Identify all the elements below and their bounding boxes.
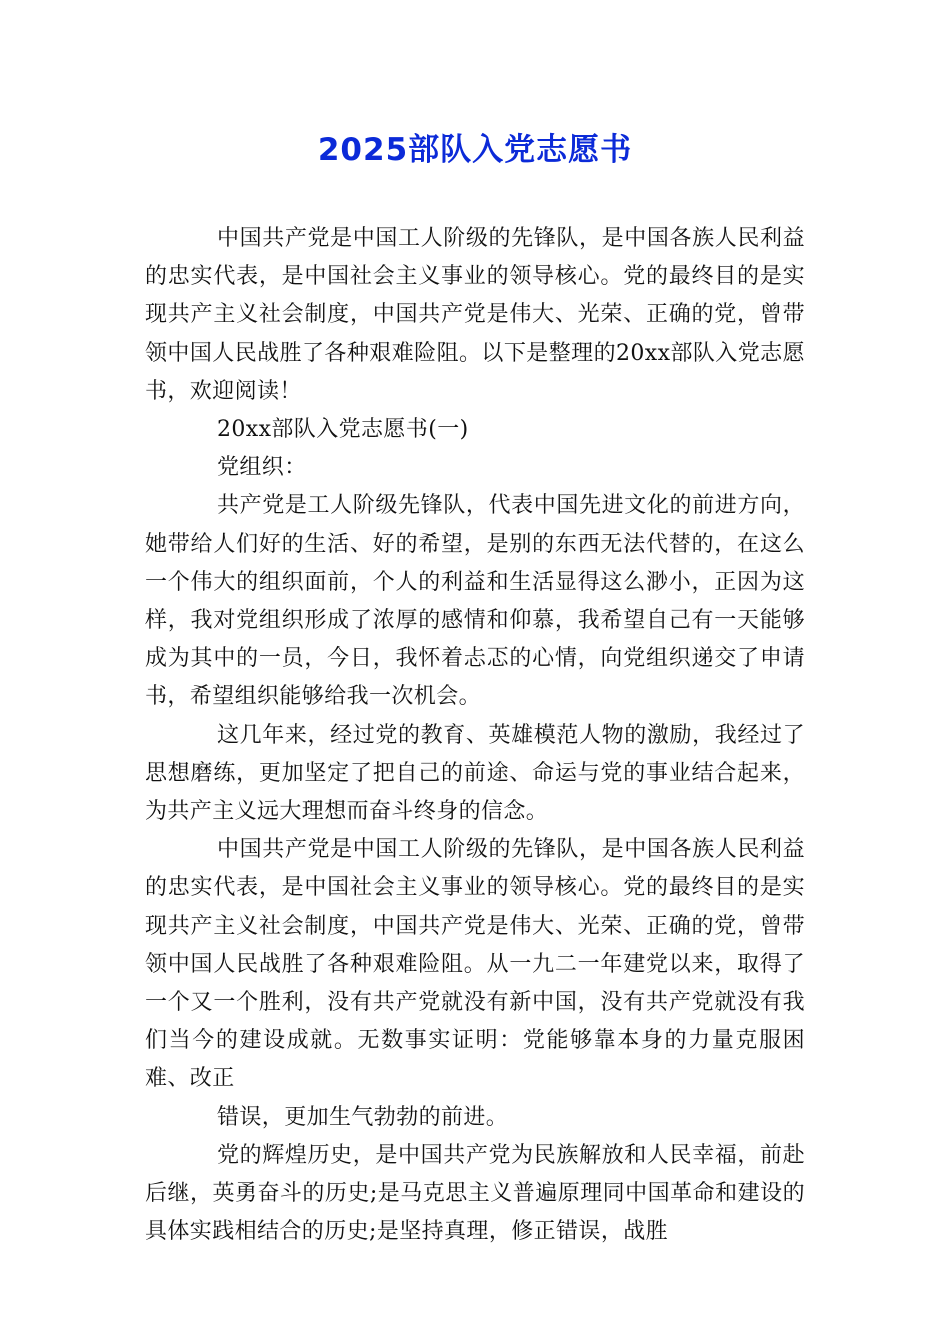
body-paragraph: 这几年来，经过党的教育、英雄模范人物的激励，我经过了思想磨练，更加坚定了把自己的前途、命运与党的事业结合起来，为共产主义远大理想而奋斗终身的信念。 [145, 722, 805, 825]
salutation: 党组织： [217, 455, 307, 481]
body-paragraph: 党的辉煌历史，是中国共产党为民族解放和人民幸福，前赴后继，英勇奋斗的历史;是马克思主义普遍原理同中国革命和建设的具体实践相结合的历史;是坚持真理，修正错误，战胜 [145, 1142, 805, 1245]
body-paragraph: 错误，更加生气勃勃的前进。 [217, 1104, 509, 1130]
document-body [145, 220, 805, 1251]
body-paragraph: 共产党是工人阶级先锋队，代表中国先进文化的前进方向，她带给人们好的生活、好的希望，是别的东西无法代替的，在这么一个伟大的组织面前，个人的利益和生活显得这么渺小，正因为这样，我对党组织形成了浓厚的感情和仰慕，我希望自己有一天能够成为其中的一员，今日，我怀着忐忑的心情，向党组织递交了申请书，希望组织能够给我一次机会。 [145, 493, 805, 710]
section-heading: 20xx部队入党志愿书(一) [217, 417, 469, 443]
document-title: 2025部队入党志愿书 [317, 132, 633, 168]
intro-paragraph: 中国共产党是中国工人阶级的先锋队，是中国各族人民利益的忠实代表，是中国社会主义事业的领导核心。党的最终目的是实现共产主义社会制度，中国共产党是伟大、光荣、正确的党，曾带领中国人民战胜了各种艰难险阻。以下是整理的20xx部队入党志愿书，欢迎阅读！ [145, 226, 805, 404]
body-paragraph: 中国共产党是中国工人阶级的先锋队，是中国各族人民利益的忠实代表，是中国社会主义事业的领导核心。党的最终目的是实现共产主义社会制度，中国共产党是伟大、光荣、正确的党，曾带领中国人民战胜了各种艰难险阻。从一九二一年建党以来，取得了一个又一个胜利，没有共产党就没有新中国，没有共产党就没有我们当今的建设成就。无数事实证明：党能够靠本身的力量克服困难、改正 [145, 837, 805, 1092]
